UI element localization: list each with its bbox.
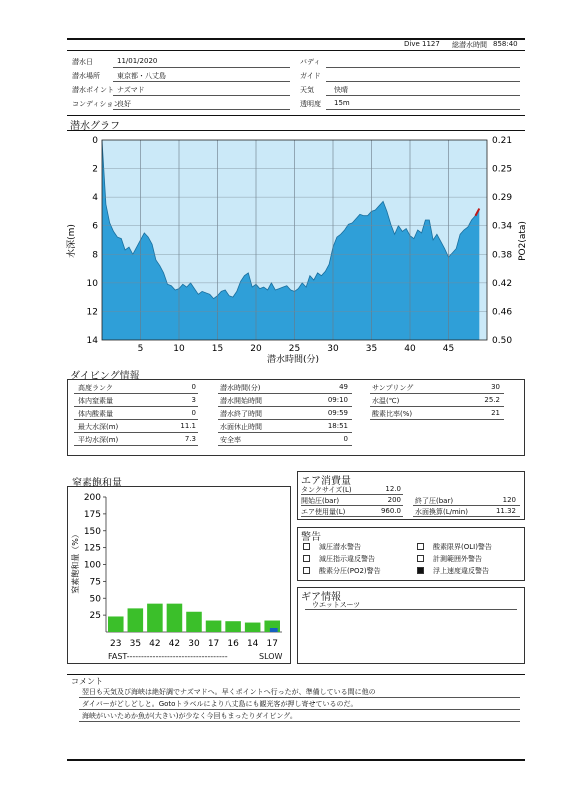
diving-info-value: 49 bbox=[339, 383, 348, 391]
y-tick-label: 0 bbox=[92, 136, 98, 146]
diving-info-label: 潜水時間(分) bbox=[220, 384, 261, 392]
comment-top-rule bbox=[67, 674, 525, 675]
visibility-label: 透明度 bbox=[300, 100, 321, 108]
air-used-value: 960.0 bbox=[380, 507, 401, 515]
x-tick-label: 20 bbox=[250, 344, 262, 354]
comment-line-3: 海峡がいいためか魚が(大きい)が少なく今回もまったりダイビング。 bbox=[82, 712, 297, 720]
diving-info-value: 7.3 bbox=[184, 435, 196, 443]
surface-rate-underline bbox=[413, 516, 520, 517]
y-tick-label: 25 bbox=[89, 611, 101, 622]
tank-size-value: 12.0 bbox=[385, 485, 401, 493]
start-pressure-underline bbox=[301, 505, 403, 506]
surface-rate-value: 11.32 bbox=[495, 507, 516, 515]
bar-value-label: 30 bbox=[188, 639, 200, 649]
comment-line-1: 翌日も天気及び海峡は絶好調でナズマドへ。早くポイントへ行ったが、準備している間に他の bbox=[82, 688, 376, 696]
fast-label: FAST bbox=[108, 652, 127, 661]
bar-value-label: 42 bbox=[149, 639, 161, 649]
graph-title-rule bbox=[67, 130, 525, 131]
nitrogen-bar bbox=[206, 621, 222, 632]
diving-info-value: 09:10 bbox=[327, 396, 348, 404]
dive-graph-xlabel: 潜水時間(分) bbox=[266, 355, 320, 365]
x-tick-label: 45 bbox=[442, 344, 455, 354]
warning-label: 浮上速度違反警告 bbox=[433, 567, 489, 575]
nitrogen-bar bbox=[108, 616, 124, 632]
warning-label: 酸素分圧(PO2)警告 bbox=[319, 567, 381, 575]
point-value: ナズマド bbox=[117, 86, 145, 94]
comment-underline-3 bbox=[79, 721, 520, 722]
end-pressure-label: 終了圧(bar) bbox=[415, 497, 454, 505]
tank-size-label: タンクサイズ(L) bbox=[301, 486, 352, 494]
diving-info-label: 安全率 bbox=[220, 436, 241, 444]
diving-info-underline bbox=[218, 393, 352, 394]
nitrogen-bar bbox=[225, 621, 241, 632]
dive-graph bbox=[60, 132, 535, 368]
diving-info-label: 体内窒素量 bbox=[78, 397, 113, 405]
diving-info-label: サンプリング bbox=[372, 384, 414, 392]
place-value: 東京都・八丈島 bbox=[117, 72, 166, 80]
air-title: エア消費量 bbox=[301, 476, 351, 487]
nitrogen-title: 窒素飽和量 bbox=[72, 478, 122, 489]
nitrogen-bar bbox=[147, 604, 163, 632]
comment-underline-2 bbox=[79, 709, 520, 710]
y2-tick-label: 0.38 bbox=[492, 250, 513, 261]
warning-label: 減圧指示違反警告 bbox=[319, 555, 375, 563]
diving-info-label: 酸素比率(%) bbox=[372, 410, 413, 418]
warning-checkbox bbox=[303, 555, 310, 562]
end-pressure-value: 120 bbox=[502, 496, 516, 504]
point-underline bbox=[113, 95, 290, 96]
y-tick-label: 150 bbox=[83, 526, 101, 537]
y-tick-label: 125 bbox=[83, 543, 101, 554]
bar-value-label: 17 bbox=[266, 639, 278, 649]
warning-checkbox bbox=[303, 543, 310, 550]
x-tick-label: 10 bbox=[173, 344, 185, 354]
diving-info-underline bbox=[218, 432, 352, 433]
y-tick-label: 175 bbox=[83, 509, 101, 520]
diving-info-label: 最大水深(m) bbox=[78, 423, 119, 431]
warning-label: 減圧潜水警告 bbox=[319, 543, 361, 551]
point-label: 潜水ポイント bbox=[72, 86, 114, 94]
dive-graph-title: 潜水グラフ bbox=[70, 121, 120, 132]
warning-label: 計測範囲外警告 bbox=[433, 555, 482, 563]
visibility-value: 15m bbox=[334, 99, 350, 107]
fast-slow-dashes: ----------------------------------- bbox=[126, 652, 228, 661]
diving-info-value: 09:59 bbox=[327, 409, 348, 417]
buddy-label: バディ bbox=[300, 58, 321, 66]
x-tick-label: 25 bbox=[288, 344, 301, 354]
surface-rate-label: 水面換算(L/min) bbox=[415, 508, 468, 516]
diving-info-label: 水面休止時間 bbox=[220, 423, 262, 431]
nitrogen-chart-bars bbox=[108, 604, 280, 649]
weather-value: 快晴 bbox=[334, 86, 348, 94]
bar-value-label: 23 bbox=[110, 639, 122, 649]
guide-underline bbox=[326, 81, 520, 82]
y2-tick-label: 0.21 bbox=[492, 136, 513, 146]
diving-info-underline bbox=[74, 419, 198, 420]
slow-label: SLOW bbox=[259, 652, 283, 661]
warning-label: 酸素限界(OLI)警告 bbox=[433, 543, 492, 551]
gear-line-1: ウエットスーツ bbox=[312, 601, 361, 609]
condition-label: コンディション bbox=[72, 100, 121, 108]
nitrogen-chart-axes bbox=[84, 493, 282, 632]
warning-checkbox bbox=[417, 555, 424, 562]
weather-label: 天気 bbox=[300, 86, 314, 94]
warning-checkbox bbox=[303, 567, 310, 574]
warning-checkbox bbox=[417, 567, 424, 574]
buddy-underline bbox=[326, 67, 520, 68]
y-tick-label: 2 bbox=[92, 164, 98, 175]
warning-checkbox bbox=[417, 543, 424, 550]
gear-underline-1 bbox=[305, 609, 517, 610]
condition-underline bbox=[113, 109, 290, 110]
diving-info-underline bbox=[370, 419, 504, 420]
diving-info-underline bbox=[218, 419, 352, 420]
diving-info-value: 25.2 bbox=[484, 396, 500, 404]
nitrogen-bar bbox=[167, 604, 183, 632]
diving-info-value: 21 bbox=[491, 409, 500, 417]
condition-value: 良好 bbox=[117, 100, 131, 108]
bar-value-label: 14 bbox=[246, 639, 259, 649]
y-tick-label: 75 bbox=[89, 577, 101, 588]
diving-info-underline bbox=[74, 445, 198, 446]
y-tick-label: 14 bbox=[86, 336, 98, 346]
air-used-underline bbox=[301, 516, 403, 517]
y2-tick-label: 0.25 bbox=[492, 164, 513, 175]
diving-info-label: 体内酸素量 bbox=[78, 410, 113, 418]
comment-title: コメント bbox=[71, 677, 103, 686]
date-value: 11/01/2020 bbox=[117, 57, 158, 65]
start-pressure-value: 200 bbox=[387, 496, 401, 504]
date-underline bbox=[113, 67, 290, 68]
y-tick-label: 12 bbox=[86, 307, 98, 318]
x-tick-label: 35 bbox=[365, 344, 378, 354]
warnings-title: 警告 bbox=[301, 532, 321, 543]
diving-info-label: 潜水開始時間 bbox=[220, 397, 262, 405]
comment-line-2: ダイバーがどしどしと。Gotoトラベルにより八丈島にも観光客が押し寄せているのだ。 bbox=[82, 700, 358, 708]
visibility-underline bbox=[326, 109, 520, 110]
nitrogen-bar-marker bbox=[270, 628, 278, 632]
diving-info-value: 0 bbox=[343, 435, 348, 443]
guide-label: ガイド bbox=[300, 72, 321, 80]
x-tick-label: 40 bbox=[404, 344, 416, 354]
tank-size-underline bbox=[301, 494, 403, 495]
dive-graph-y2label: PO2(ata) bbox=[518, 221, 528, 261]
bar-value-label: 42 bbox=[168, 639, 181, 649]
diving-info-underline bbox=[74, 432, 198, 433]
diving-info-underline bbox=[74, 406, 198, 407]
diving-info-value: 0 bbox=[191, 409, 196, 417]
y-tick-label: 200 bbox=[83, 493, 101, 503]
nitrogen-bar bbox=[245, 623, 261, 632]
nitrogen-bar bbox=[128, 608, 144, 632]
comment-underline-1 bbox=[79, 697, 520, 698]
diving-info-underline bbox=[218, 406, 352, 407]
bar-value-label: 35 bbox=[129, 639, 142, 649]
top-rule-2 bbox=[67, 50, 525, 51]
end-pressure-underline bbox=[413, 505, 520, 506]
diving-info-label: 高度ランク bbox=[78, 384, 113, 392]
dive-number: Dive 1127 bbox=[404, 40, 440, 48]
diving-info-value: 18:51 bbox=[327, 422, 348, 430]
total-dive-time-label: 総潜水時間 bbox=[452, 41, 487, 49]
y2-tick-label: 0.29 bbox=[492, 193, 513, 204]
diving-info-label: 水温(℃) bbox=[372, 397, 400, 405]
y2-tick-label: 0.34 bbox=[492, 221, 513, 232]
y-tick-label: 4 bbox=[92, 193, 98, 204]
diving-info-underline bbox=[370, 406, 504, 407]
start-pressure-label: 開始圧(bar) bbox=[301, 497, 340, 505]
y2-tick-label: 0.50 bbox=[492, 336, 513, 346]
bar-value-label: 17 bbox=[207, 639, 220, 649]
diving-info-title: ダイビング情報 bbox=[70, 371, 140, 382]
y2-tick-label: 0.46 bbox=[492, 307, 513, 318]
air-used-label: エア使用量(L) bbox=[301, 508, 346, 516]
place-underline bbox=[113, 81, 290, 82]
diving-info-value: 30 bbox=[491, 383, 500, 391]
x-tick-label: 30 bbox=[327, 344, 339, 354]
diving-info-underline bbox=[74, 393, 198, 394]
y-tick-label: 6 bbox=[92, 221, 98, 232]
diving-info-label: 潜水終了時間 bbox=[220, 410, 262, 418]
comment-bottom-rule bbox=[67, 759, 525, 761]
dive-graph-ylabel: 水深(m) bbox=[67, 224, 77, 258]
nitrogen-bar bbox=[186, 612, 202, 632]
y-tick-label: 8 bbox=[92, 250, 98, 261]
total-dive-time-value: 858:40 bbox=[493, 40, 518, 48]
diving-info-label: 平均水深(m) bbox=[78, 436, 119, 444]
diving-info-underline bbox=[370, 393, 504, 394]
diving-info-value: 3 bbox=[191, 396, 196, 404]
y2-tick-label: 0.42 bbox=[492, 278, 513, 289]
nitrogen-chart-ylabel: 窒素飽和量（%） bbox=[71, 530, 80, 594]
y-tick-label: 100 bbox=[83, 560, 101, 571]
date-label: 潜水日 bbox=[72, 58, 93, 66]
x-tick-label: 15 bbox=[211, 344, 224, 354]
x-tick-label: 5 bbox=[137, 344, 144, 354]
diving-info-value: 11.1 bbox=[180, 422, 196, 430]
graph-top-rule bbox=[67, 115, 525, 116]
y-tick-label: 50 bbox=[89, 594, 101, 605]
diving-info-value: 0 bbox=[191, 383, 196, 391]
weather-underline bbox=[326, 95, 520, 96]
diving-info-underline bbox=[218, 445, 352, 446]
gear-title: ギア情報 bbox=[301, 592, 341, 603]
place-label: 潜水場所 bbox=[72, 72, 100, 80]
nitrogen-chart bbox=[68, 487, 290, 663]
y-tick-label: 10 bbox=[86, 278, 98, 289]
bar-value-label: 16 bbox=[227, 639, 239, 649]
